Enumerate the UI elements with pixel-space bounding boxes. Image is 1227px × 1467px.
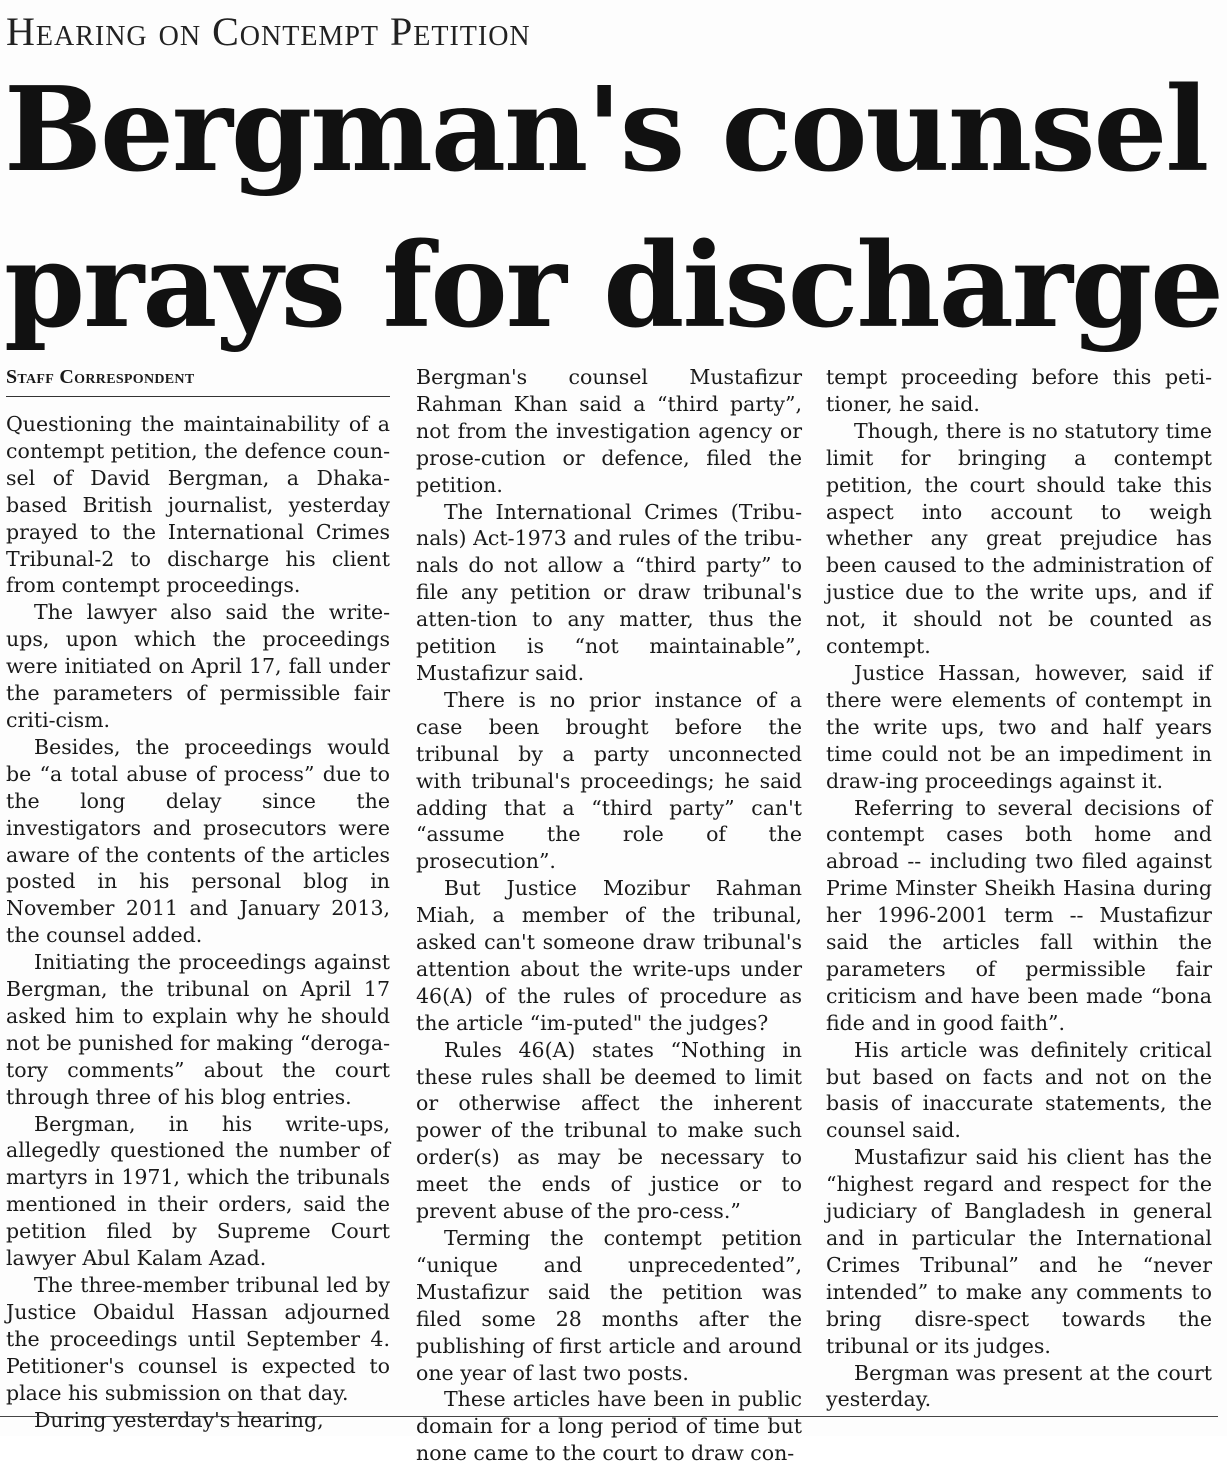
paragraph: His article was definitely critical but based on facts and not on the basis of inaccurate statements, the counsel said. <box>826 1037 1212 1143</box>
paragraph: tempt proceeding before this peti-tioner, he said. <box>826 365 1212 416</box>
article-column-2 <box>416 364 802 1467</box>
bottom-divider <box>0 1416 1218 1417</box>
paragraph: But Justice Mozibur Rahman Miah, a member of the tribunal, asked can't someone draw tribunal's attention about the write-ups under 46(A) of the rules of procedure as the article “im-puted" the judges? <box>416 876 802 1035</box>
article-column-3 <box>826 364 1212 1413</box>
paragraph: Bergman's counsel Mustafizur Rahman Khan said a “third party”, not from the investigation agency or prose-cution or defence, filed the petition. <box>416 365 802 497</box>
paragraph: The three-member tribunal led by Justice Obaidul Hassan adjourned the proceedings until September 4. Petitioner's counsel is expected to place his submission on that day. <box>6 1273 390 1405</box>
paragraph: The lawyer also said the write-ups, upon which the proceedings were initiated on April 17, fall under the parameters of permissible fair criti-cism. <box>6 600 390 732</box>
paragraph: Bergman, in his write-ups, allegedly questioned the number of martyrs in 1971, which the tribunals mentioned in their orders, said the petition filed by Supreme Court lawyer Abul Kalam Azad. <box>6 1111 390 1271</box>
paragraph: Mustafizur said his client has the “highest regard and respect for the judiciary of Bangladesh in general and in particular the International Crimes Tribunal” and he “never intended” to make any comments to bring disre-spect towards the tribunal or its judges. <box>826 1145 1212 1358</box>
paragraph: Terming the contempt petition “unique and unprecedented”, Mustafizur said the petition was filed some 28 months after the publishing of first article and around one year of last two posts. <box>416 1226 802 1385</box>
headline <box>4 52 1222 364</box>
paragraph: There is no prior instance of a case been brought before the tribunal by a party unconnected with tribunal's proceedings; he said adding that a “third party” can't “assume the role of the prosecution”. <box>416 687 802 874</box>
kicker: Hearing on Contempt Petition <box>6 9 531 54</box>
paragraph: Bergman was present at the court yesterday. <box>826 1360 1212 1412</box>
paragraph: Initiating the proceedings against Bergman, the tribunal on April 17 asked him to explain why he should not be punished for making “deroga-tory comments” about the court through three of his blog entries. <box>6 950 390 1109</box>
article-column-1 <box>6 364 390 1433</box>
paragraph: Besides, the proceedings would be “a total abuse of process” due to the long delay since the investigators and prosecutors were aware of the contents of the articles posted in his personal blog in November 2011 and January 2013, the counsel added. <box>6 734 390 948</box>
paragraph: Though, there is no statutory time limit for bringing a contempt petition, the court should take this aspect into account to weigh whether any great prejudice has been caused to the administration of justice due to the write ups, and if not, it should not be counted as contempt. <box>826 418 1212 659</box>
byline: Staff Correspondent <box>6 364 390 397</box>
paragraph: During yesterday's hearing, <box>34 1407 324 1432</box>
paragraph: The International Crimes (Tribu-nals) Act-1973 and rules of the tribu-nals do not allow a “third party” to file any petition or draw tribunal's atten-tion to any matter, thus the petition is “not maintainable”, Mustafizur said. <box>416 499 802 685</box>
headline-line-1: Bergman's counsel <box>4 62 1208 198</box>
paragraph: Justice Hassan, however, said if there were elements of contempt in the write ups, two and half years time could not be an impediment in draw-ing proceedings against it. <box>826 660 1212 793</box>
paragraph: Questioning the maintainability of a contempt petition, the defence coun-sel of David Bergman, a Dhaka-based British journalist, yesterday prayed to the International Crimes Tribunal-2 to discharge his client from contempt proceedings. <box>6 412 390 598</box>
paragraph: Rules 46(A) states “Nothing in these rules shall be deemed to limit or otherwise affect the inherent power of the tribunal to make such order(s) as may be necessary to meet the ends of justice or to prevent abuse of the pro-cess.” <box>416 1037 802 1224</box>
headline-line-2: prays for discharge <box>4 218 1222 354</box>
paragraph: These articles have been in public domain for a long period of time but none came to the court to draw con- <box>416 1387 802 1466</box>
paragraph: Referring to several decisions of contempt cases both home and abroad -- including two filed against Prime Minster Sheikh Hasina during her 1996-2001 term -- Mustafizur said the articles fall within the parameters of permissible fair criticism and have been made “bona fide and in good faith”. <box>826 795 1212 1035</box>
